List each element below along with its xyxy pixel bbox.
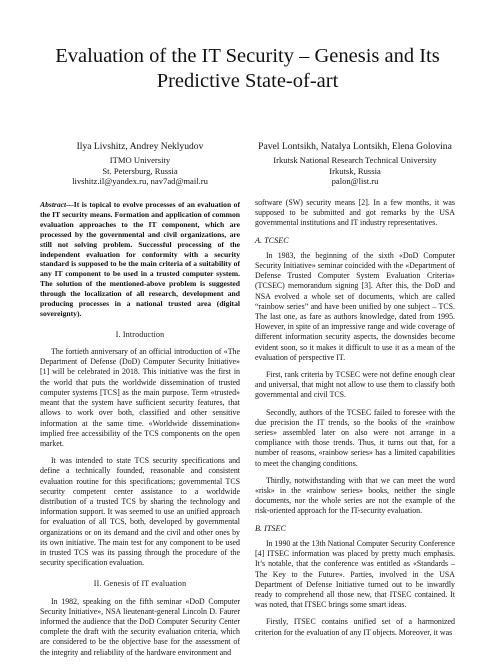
author-city: St. Petersburg, Russia — [102, 165, 178, 176]
right-column — [255, 198, 455, 645]
author-email: livshitz.il@yandex.ru, nav7ad@mail.ru — [72, 176, 208, 187]
paragraph: First, rank criteria by TCSEC were not define enough clear and universal, that might not allow to use them to classify both governmental and civil TCS. — [255, 370, 455, 400]
author-affiliation: ITMO University — [109, 155, 171, 166]
paragraph: It was intended to state TCS security specifications and define a technically founded, reasonable and consistent evaluation routine for this specifications; governmental TCS security competent center assistance to a worldwide distribution of a trusted TCS by sharing the technology and information support. It was seemed to use an unified approach for evaluation of all TCS, both, developed by governmental organizations or on its demand and the civil and other ones by its own initiative. The main test for any component to be used in trusted TCS was its passing through the procedure of the security specification evaluation. — [40, 456, 240, 568]
abstract — [40, 200, 240, 319]
abstract-label: Abstract — [40, 200, 67, 209]
paragraph: In 1982, speaking on the fifth seminar «DoD Computer Security Initiative», NSA lieutenant-general Lincoln D. Faurer informed the audience that the DoD Computer Security Center complete the draft with the security evaluation criteria, which are considered to be the objective base for the assessment of the integrity and reliability of the hardware environment and — [40, 596, 240, 657]
author-email: palon@list.ru — [331, 176, 379, 187]
section-heading-introduction: I. Introduction — [115, 329, 165, 339]
subsection-heading-tcsec: A. TCSEC — [255, 235, 289, 245]
abstract-text: —It is topical to evolve processes of an evaluation of the IT security means. Formation and application of common evaluation approaches to the IT component, which are processed by the governmental and civil organizations, are still not solving problem. Successful processing of the independent evaluation for conformity with a security standard is supposed to be the main criteria of a suitability of any IT component to be used in a trusted computer system. The solution of the mentioned-above problem is suggested through the localization of all research, development and producing processes in a national trusted area (digital sovereignty). — [40, 200, 240, 318]
author-block-right — [255, 142, 455, 187]
author-affiliation: Irkutsk National Research Technical University — [273, 155, 437, 166]
author-names: Pavel Lontsikh, Natalya Lontsikh, Elena Golovina — [258, 141, 452, 152]
paragraph: In 1983, the beginning of the sixth «DoD Computer Security Initiative» seminar coincided with the «Department of Defense Trusted Computer System Evaluation Criteria» (TCSEC) memorandum signing [3]. After this, the DoD and NSA evolved a whole set of documents, which are called “rainbow series” and have been unified by one subject – TCS. The last one, as fare as authors knowledge, dated from 1995. However, in spite of an impressive range and wide coverage of different information security aspects, the downsides become evident soon, so it makes it difficult to use it as a mean of the evaluation of perspective IT. — [255, 250, 455, 362]
paragraph: Firstly, ITSEC contains unified set of a harmonized criterion for the evaluation of any IT objects. Moreover, it was — [255, 617, 455, 637]
paragraph: In 1990 at the 13th National Computer Security Conference [4] ITSEC information was placed by pretty much emphasis. It’s notable, that the conference was entitled as «Standards – The Key to the Future». Parties, involved in the USA Department of Defense Initiative turned out to be inwardly ready to comprehend all those new, that ITSEC contained. It was noted, that ITSEC brings some smart ideas. — [255, 538, 455, 610]
author-names: Ilya Livshitz, Andrey Neklyudov — [76, 141, 204, 152]
paragraph: software (SW) security means [2]. In a few months, it was supposed to be submitted and got remarks by the USA governmental institutions and IT industry representatives. — [255, 198, 455, 228]
author-city: Irkutsk, Russia — [329, 165, 381, 176]
section-heading-genesis: II. Genesis of IT evaluation — [93, 579, 187, 589]
author-block-left — [40, 142, 240, 187]
paper-title: Evaluation of the IT Security – Genesis and Its Predictive State-of-art — [55, 45, 440, 92]
paragraph: Thirdly, notwithstanding with that we can meet the word «risk» in the «rainbow series» books, neither the single documents, nor the whole series are not the example of the risk-oriented approach for the IT-security evaluation. — [255, 475, 455, 516]
left-column — [40, 198, 240, 665]
paragraph: Secondly, authors of the TCSEC failed to foresee with the due precision the IT trends, so the books of the «rainbow series» assembled later on also were not arrange in a compliance with those trends. Thus, it turns out that, for a number of reasons, «rainbow series» has a limited capabilities to meet the changing conditions. — [255, 407, 455, 468]
paragraph: The fortieth anniversary of an official introduction of «The Department of Defense (DoD) Computer Security Initiative» [1] will be celebrated in 2018. This initiative was the first in the world that puts the worldwide dissemination of trusted computer systems [TCS] as the main purpose. Term «trusted» meant that the system have sufficient security features, that allows to work over both, classified and other sensitive information at the same time. «Worldwide dissemination» implied free accessibility of the TCS components on the open market. — [40, 347, 240, 448]
subsection-heading-itsec: B. ITSEC — [255, 523, 286, 533]
